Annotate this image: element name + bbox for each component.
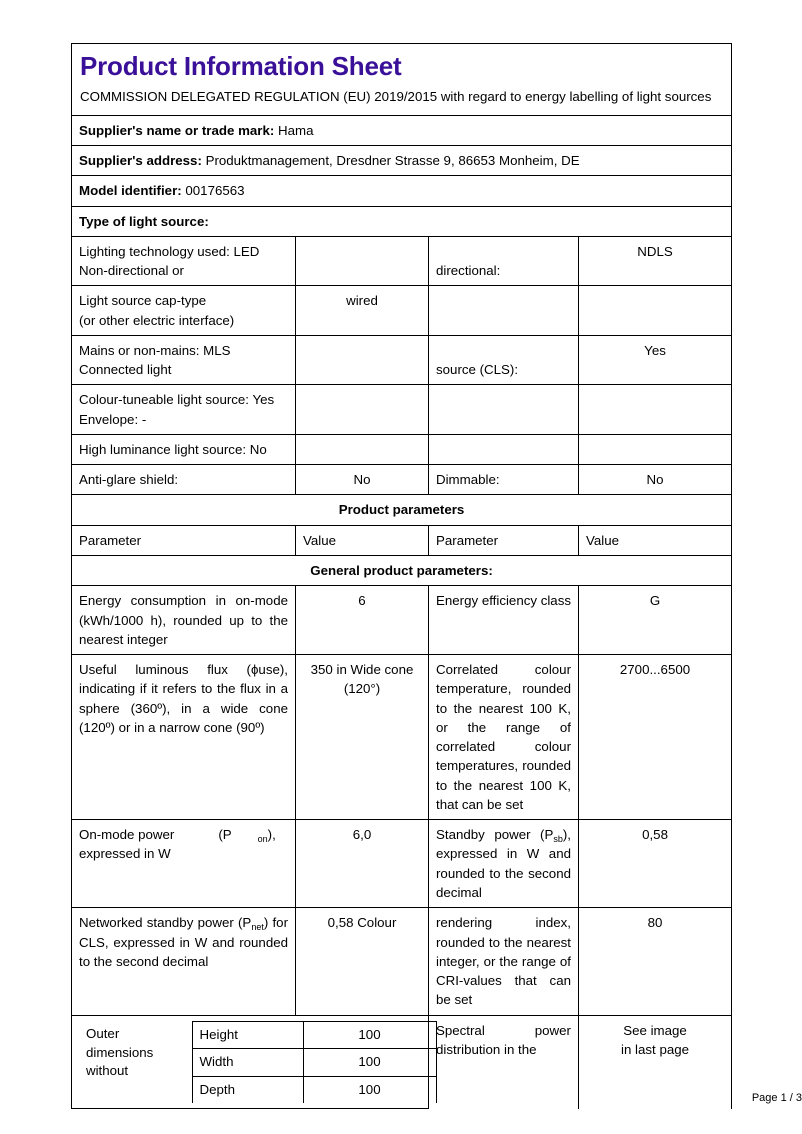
- page-footer: Page 1 / 3: [751, 1092, 802, 1104]
- energy-consumption-label: Energy consumption in on-mode (kWh/1000 h), rounded up to the nearest integer: [72, 586, 296, 655]
- on-mode-power-label: [72, 820, 296, 908]
- cap-type-label-line2: (or other electric interface): [79, 312, 235, 328]
- table-row-networked-standby-power: [72, 908, 732, 1015]
- mains-label: Mains or non-mains: MLS Connected light: [72, 335, 296, 385]
- model-identifier-value: 00176563: [185, 183, 245, 199]
- directional-label: directional:: [429, 236, 579, 286]
- table-row-type-heading: [72, 206, 732, 236]
- title-cell: [72, 44, 732, 116]
- supplier-address-value: Produktmanagement, Dresdner Strasse 9, 86653 Monheim, DE: [205, 153, 580, 169]
- standby-power-value: 0,58: [579, 820, 732, 908]
- spectral-value-line1: See image: [623, 1022, 687, 1038]
- table-row-column-headers: [72, 525, 732, 555]
- anti-glare-label: Anti-glare shield:: [72, 465, 296, 495]
- dims-row-height: [79, 1021, 436, 1049]
- high-luminance-value: [296, 434, 429, 464]
- supplier-address-label: Supplier's address:: [79, 153, 202, 169]
- cap-type-value2: [579, 286, 732, 336]
- table-row-energy-consumption: [72, 586, 732, 655]
- on-mode-power-subscript: on: [257, 834, 268, 845]
- model-identifier-label: Model identifier:: [79, 183, 182, 199]
- supplier-name-label: Supplier's name or trade mark:: [79, 122, 275, 138]
- product-parameters-band: Product parameters: [72, 495, 732, 525]
- on-mode-power-text: On-mode power: [79, 827, 175, 843]
- anti-glare-value: No: [296, 465, 429, 495]
- lighting-technology-label: Lighting technology used: LED Non-directional or: [72, 236, 296, 286]
- general-product-parameters-band: General product parameters:: [72, 556, 732, 586]
- standby-power-label: [429, 820, 579, 908]
- cap-type-param2: [429, 286, 579, 336]
- column-header-value-1: Value: [296, 525, 429, 555]
- colour-rendering-index-value: 80: [579, 908, 732, 1015]
- colour-tuneable-param2: [429, 385, 579, 435]
- networked-standby-power-value: 0,58 Colour: [296, 908, 429, 1015]
- dim-value-width: 100: [303, 1049, 436, 1077]
- luminous-flux-label: Useful luminous flux (ϕuse), indicating if it refers to the flux in a sphere (360º), in a wide cone (120º) or in a narrow cone (90º): [72, 655, 296, 820]
- table-row-product-parameters-band: [72, 495, 732, 525]
- standby-power-text: Standby power (P: [436, 827, 554, 843]
- table-row-mains: [72, 335, 732, 385]
- table-row-on-mode-power: [72, 820, 732, 908]
- dimmable-label: Dimmable:: [429, 465, 579, 495]
- outer-dimensions-table: [79, 1021, 437, 1104]
- table-row-supplier-address: [72, 146, 732, 176]
- on-mode-power-symbol-open: (P: [218, 827, 232, 843]
- spectral-power-distribution-label: Spectral power distribution in the: [429, 1015, 579, 1109]
- spectral-value-line2: in last page: [621, 1041, 690, 1057]
- outer-dimensions-label: Outer dimensions without: [79, 1021, 192, 1103]
- colour-tuneable-value2: [579, 385, 732, 435]
- dim-name-width: Width: [192, 1049, 303, 1077]
- networked-standby-power-text-post: ) for CLS, expressed in W and rounded to the second decimal: [79, 915, 288, 969]
- table-row-lighting-technology: [72, 236, 732, 286]
- table-row-high-luminance: [72, 434, 732, 464]
- table-row-colour-tuneable: [72, 385, 732, 435]
- colour-rendering-index-label: rendering index, rounded to the nearest integer, or the range of CRI-values that can be set: [429, 908, 579, 1015]
- column-header-parameter-2: Parameter: [429, 525, 579, 555]
- table-row-anti-glare: [72, 465, 732, 495]
- supplier-address-cell: [72, 146, 732, 176]
- high-luminance-value2: [579, 434, 732, 464]
- energy-efficiency-class-value: G: [579, 586, 732, 655]
- cap-type-label-line1: Light source cap-type: [79, 293, 207, 309]
- correlated-colour-temperature-value: 2700...6500: [579, 655, 732, 820]
- directional-value: NDLS: [579, 236, 732, 286]
- on-mode-power-symbol-close: ),: [267, 827, 276, 843]
- lighting-technology-value: [296, 236, 429, 286]
- column-header-value-2: Value: [579, 525, 732, 555]
- table-row-general-parameters-band: [72, 556, 732, 586]
- colour-tuneable-label: Colour-tuneable light source: Yes Envelope: -: [72, 385, 296, 435]
- networked-standby-power-text: Networked standby power (P: [79, 915, 252, 931]
- luminous-flux-value: 350 in Wide cone (120°): [296, 655, 429, 820]
- networked-standby-power-subscript: net: [251, 922, 264, 933]
- cls-value: Yes: [579, 335, 732, 385]
- page-title: Product Information Sheet: [80, 51, 402, 81]
- type-of-light-source-heading: Type of light source:: [72, 206, 732, 236]
- high-luminance-param2: [429, 434, 579, 464]
- dim-name-depth: Depth: [192, 1076, 303, 1103]
- sheet-table: [71, 43, 732, 1109]
- supplier-name-cell: [72, 115, 732, 145]
- cls-label: source (CLS):: [429, 335, 579, 385]
- dim-value-height: 100: [303, 1021, 436, 1049]
- correlated-colour-temperature-label: Correlated colour temperature, rounded to the nearest 100 K, or the range of correlated colour temperatures, rounded to the nearest 100 K, that can be set: [429, 655, 579, 820]
- table-row-title: [72, 44, 732, 116]
- table-row-cap-type: [72, 286, 732, 336]
- supplier-name-value: Hama: [278, 122, 314, 138]
- mains-value: [296, 335, 429, 385]
- product-information-sheet: [71, 43, 802, 1109]
- energy-consumption-value: 6: [296, 586, 429, 655]
- on-mode-power-label-line2: expressed in W: [79, 846, 171, 862]
- standby-power-text-post: ), expressed in W and rounded to the second decimal: [436, 827, 571, 900]
- cap-type-value: wired: [296, 286, 429, 336]
- dimmable-value: No: [579, 465, 732, 495]
- table-row-luminous-flux: [72, 655, 732, 820]
- networked-standby-power-label: [72, 908, 296, 1015]
- dim-value-depth: 100: [303, 1076, 436, 1103]
- colour-tuneable-value: [296, 385, 429, 435]
- table-row-model-identifier: [72, 176, 732, 206]
- on-mode-power-value: 6,0: [296, 820, 429, 908]
- standby-power-subscript: sb: [553, 834, 563, 845]
- high-luminance-label: High luminance light source: No: [72, 434, 296, 464]
- model-identifier-cell: [72, 176, 732, 206]
- on-mode-power-label-line1: [79, 825, 288, 844]
- energy-efficiency-class-label: Energy efficiency class: [429, 586, 579, 655]
- dim-name-height: Height: [192, 1021, 303, 1049]
- cap-type-label: [72, 286, 296, 336]
- column-header-parameter-1: Parameter: [72, 525, 296, 555]
- table-row-supplier-name: [72, 115, 732, 145]
- regulation-subtitle: COMMISSION DELEGATED REGULATION (EU) 2019/2015 with regard to energy labelling of light sources: [80, 88, 712, 104]
